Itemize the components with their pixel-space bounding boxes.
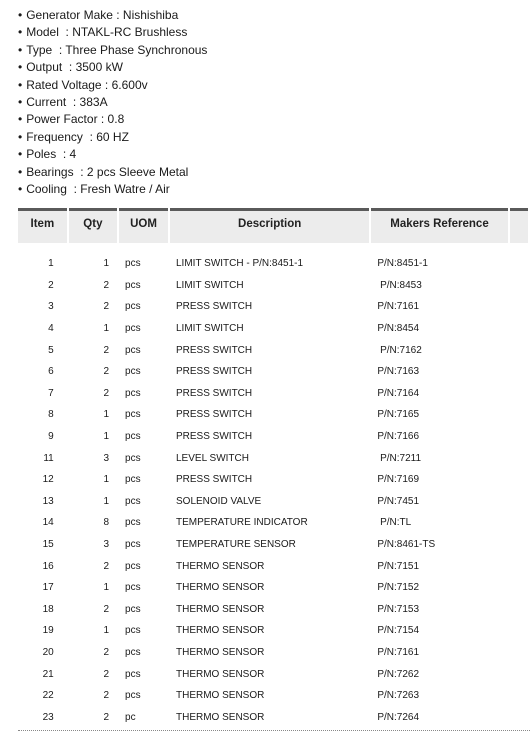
cell-description: THERMO SENSOR	[176, 603, 265, 615]
cell-uom: pc	[125, 711, 136, 723]
cell-extra	[510, 491, 528, 513]
cell-qty: 2	[103, 646, 110, 658]
cell-uom: pcs	[125, 366, 141, 378]
cell-item: 17	[42, 582, 54, 594]
table-row	[18, 663, 528, 685]
cell-makers-reference: P/N:7262	[377, 668, 420, 680]
header-makers-reference: Makers Reference	[371, 208, 507, 243]
cell-extra	[510, 599, 528, 621]
cell-uom: pcs	[125, 603, 141, 615]
cell-makers-reference: P/N:TL	[377, 517, 412, 529]
cell-extra	[510, 253, 528, 275]
cell-description: THERMO SENSOR	[176, 560, 265, 572]
cell-description: SOLENOID VALVE	[176, 495, 262, 507]
cell-extra	[510, 383, 528, 405]
spec-item: • Model : NTAKL-RC Brushless	[18, 24, 207, 41]
cell-item: 5	[48, 344, 54, 356]
cell-description: LIMIT SWITCH - P/N:8451-1	[176, 258, 304, 270]
header-uom: UOM	[119, 208, 168, 243]
cell-makers-reference: P/N:7211	[377, 452, 422, 464]
cell-extra	[510, 469, 528, 491]
table-row	[18, 685, 528, 707]
cell-qty: 2	[103, 279, 110, 291]
cell-qty: 1	[103, 258, 110, 270]
table-row	[18, 404, 528, 426]
cell-item: 20	[42, 646, 54, 658]
spec-item: • Poles : 4	[18, 146, 207, 163]
cell-makers-reference: P/N:7161	[377, 646, 420, 658]
cell-item: 13	[42, 495, 54, 507]
cell-makers-reference: P/N:7151	[377, 560, 420, 572]
cell-uom: pcs	[125, 344, 141, 356]
cell-qty: 2	[103, 560, 110, 572]
cell-uom: pcs	[125, 539, 141, 551]
cell-description: PRESS SWITCH	[176, 387, 253, 399]
table-row	[18, 491, 528, 513]
cell-makers-reference: P/N:8454	[377, 323, 420, 335]
cell-item: 1	[48, 258, 54, 270]
cell-extra	[510, 275, 528, 297]
header-description: Description	[170, 208, 369, 243]
cell-extra	[510, 642, 528, 664]
cell-qty: 1	[103, 582, 110, 594]
spec-item: • Cooling : Fresh Watre / Air	[18, 181, 207, 198]
table-row	[18, 447, 528, 469]
generator-specs-list	[18, 7, 207, 198]
table-row	[18, 275, 528, 297]
cell-description: TEMPERATURE INDICATOR	[176, 517, 308, 529]
cell-extra	[510, 296, 528, 318]
table-row	[18, 620, 528, 642]
table-row	[18, 706, 528, 728]
spec-item: • Bearings : 2 pcs Sleeve Metal	[18, 164, 207, 181]
header-extra	[510, 208, 528, 243]
spec-item: • Type : Three Phase Synchronous	[18, 42, 207, 59]
cell-makers-reference: P/N:8453	[377, 279, 422, 291]
table-row	[18, 534, 528, 556]
cell-qty: 1	[103, 323, 110, 335]
table-header-row	[18, 208, 528, 243]
cell-description: THERMO SENSOR	[176, 711, 265, 723]
table-row	[18, 339, 528, 361]
cell-description: THERMO SENSOR	[176, 690, 265, 702]
cell-makers-reference: P/N:7164	[377, 387, 420, 399]
cell-extra	[510, 361, 528, 383]
table-row	[18, 361, 528, 383]
cell-makers-reference: P/N:7154	[377, 625, 420, 637]
cell-description: LEVEL SWITCH	[176, 452, 249, 464]
cell-qty: 2	[103, 344, 110, 356]
cell-item: 21	[42, 668, 54, 680]
cell-uom: pcs	[125, 668, 141, 680]
cell-makers-reference: P/N:7153	[377, 603, 420, 615]
cell-description: PRESS SWITCH	[176, 301, 253, 313]
cell-uom: pcs	[125, 560, 141, 572]
cell-qty: 3	[103, 539, 110, 551]
cell-makers-reference: P/N:8461-TS	[377, 539, 436, 551]
table-body	[18, 243, 528, 728]
cell-extra	[510, 577, 528, 599]
cell-item: 22	[42, 690, 54, 702]
cell-description: PRESS SWITCH	[176, 474, 253, 486]
cell-uom: pcs	[125, 409, 141, 421]
cell-description: THERMO SENSOR	[176, 625, 265, 637]
cell-makers-reference: P/N:8451-1	[377, 258, 428, 270]
cell-extra	[510, 339, 528, 361]
cell-item: 4	[48, 323, 54, 335]
cell-item: 2	[48, 279, 54, 291]
table-row	[18, 383, 528, 405]
cell-extra	[510, 663, 528, 685]
cell-extra	[510, 685, 528, 707]
cell-makers-reference: P/N:7263	[377, 690, 420, 702]
cell-description: PRESS SWITCH	[176, 431, 253, 443]
cell-qty: 3	[103, 452, 110, 464]
cell-makers-reference: P/N:7169	[377, 474, 420, 486]
cell-makers-reference: P/N:7451	[377, 495, 420, 507]
cell-uom: pcs	[125, 279, 141, 291]
table-row	[18, 642, 528, 664]
cell-uom: pcs	[125, 495, 141, 507]
cell-uom: pcs	[125, 387, 141, 399]
cell-qty: 8	[103, 517, 110, 529]
cell-item: 11	[43, 452, 54, 464]
cell-uom: pcs	[125, 258, 141, 270]
cell-uom: pcs	[125, 452, 141, 464]
header-item: Item	[18, 208, 67, 243]
cell-qty: 2	[103, 668, 110, 680]
spec-item: • Generator Make : Nishishiba	[18, 7, 207, 24]
cell-uom: pcs	[125, 431, 141, 443]
cell-item: 9	[48, 431, 54, 443]
cell-uom: pcs	[125, 582, 141, 594]
cell-extra	[510, 404, 528, 426]
parts-table	[18, 208, 530, 728]
cell-item: 14	[42, 517, 54, 529]
cell-uom: pcs	[125, 474, 141, 486]
cell-description: TEMPERATURE SENSOR	[176, 539, 296, 551]
header-qty: Qty	[69, 208, 117, 243]
cell-extra	[510, 706, 528, 728]
cell-item: 18	[42, 603, 54, 615]
cell-qty: 2	[103, 301, 110, 313]
spec-item: • Rated Voltage : 6.600v	[18, 77, 207, 94]
cell-description: PRESS SWITCH	[176, 366, 253, 378]
cell-makers-reference: P/N:7163	[377, 366, 420, 378]
table-row	[18, 296, 528, 318]
cell-item: 15	[42, 539, 54, 551]
table-row	[18, 577, 528, 599]
cell-makers-reference: P/N:7264	[377, 711, 420, 723]
spec-item: • Power Factor : 0.8	[18, 111, 207, 128]
cell-uom: pcs	[125, 323, 141, 335]
parts-table-container	[18, 208, 530, 728]
cell-qty: 2	[103, 366, 110, 378]
cell-qty: 1	[103, 474, 110, 486]
dotted-divider	[18, 730, 530, 731]
cell-description: LIMIT SWITCH	[176, 323, 244, 335]
cell-extra	[510, 534, 528, 556]
cell-uom: pcs	[125, 517, 141, 529]
cell-item: 6	[48, 366, 54, 378]
cell-qty: 1	[103, 625, 110, 637]
cell-item: 8	[48, 409, 54, 421]
cell-qty: 2	[103, 387, 110, 399]
cell-item: 19	[42, 625, 54, 637]
cell-item: 16	[42, 560, 54, 572]
cell-qty: 1	[103, 409, 110, 421]
cell-description: THERMO SENSOR	[176, 646, 265, 658]
cell-uom: pcs	[125, 301, 141, 313]
cell-makers-reference: P/N:7165	[377, 409, 420, 421]
cell-extra	[510, 447, 528, 469]
table-row	[18, 426, 528, 448]
cell-description: PRESS SWITCH	[176, 409, 253, 421]
cell-makers-reference: P/N:7161	[377, 301, 420, 313]
cell-description: THERMO SENSOR	[176, 668, 265, 680]
cell-uom: pcs	[125, 646, 141, 658]
spec-item: • Current : 383A	[18, 94, 207, 111]
table-row	[18, 318, 528, 340]
cell-extra	[510, 555, 528, 577]
cell-extra	[510, 318, 528, 340]
cell-uom: pcs	[125, 625, 141, 637]
table-row	[18, 555, 528, 577]
cell-extra	[510, 512, 528, 534]
spec-item: • Output : 3500 kW	[18, 59, 207, 76]
table-row	[18, 253, 528, 275]
cell-item: 23	[42, 711, 54, 723]
table-row	[18, 599, 528, 621]
cell-qty: 2	[103, 690, 110, 702]
cell-uom: pcs	[125, 690, 141, 702]
cell-extra	[510, 426, 528, 448]
cell-qty: 1	[103, 495, 110, 507]
spec-item: • Frequency : 60 HZ	[18, 129, 207, 146]
cell-item: 7	[48, 387, 54, 399]
cell-qty: 2	[103, 711, 110, 723]
table-row	[18, 469, 528, 491]
cell-qty: 1	[103, 431, 110, 443]
cell-item: 3	[48, 301, 54, 313]
cell-makers-reference: P/N:7152	[377, 582, 420, 594]
cell-description: LIMIT SWITCH	[176, 279, 244, 291]
cell-makers-reference: P/N:7162	[377, 344, 422, 356]
cell-makers-reference: P/N:7166	[377, 431, 420, 443]
cell-extra	[510, 620, 528, 642]
table-row	[18, 512, 528, 534]
cell-description: PRESS SWITCH	[176, 344, 253, 356]
cell-item: 12	[42, 474, 54, 486]
cell-description: THERMO SENSOR	[176, 582, 265, 594]
cell-qty: 2	[103, 603, 110, 615]
